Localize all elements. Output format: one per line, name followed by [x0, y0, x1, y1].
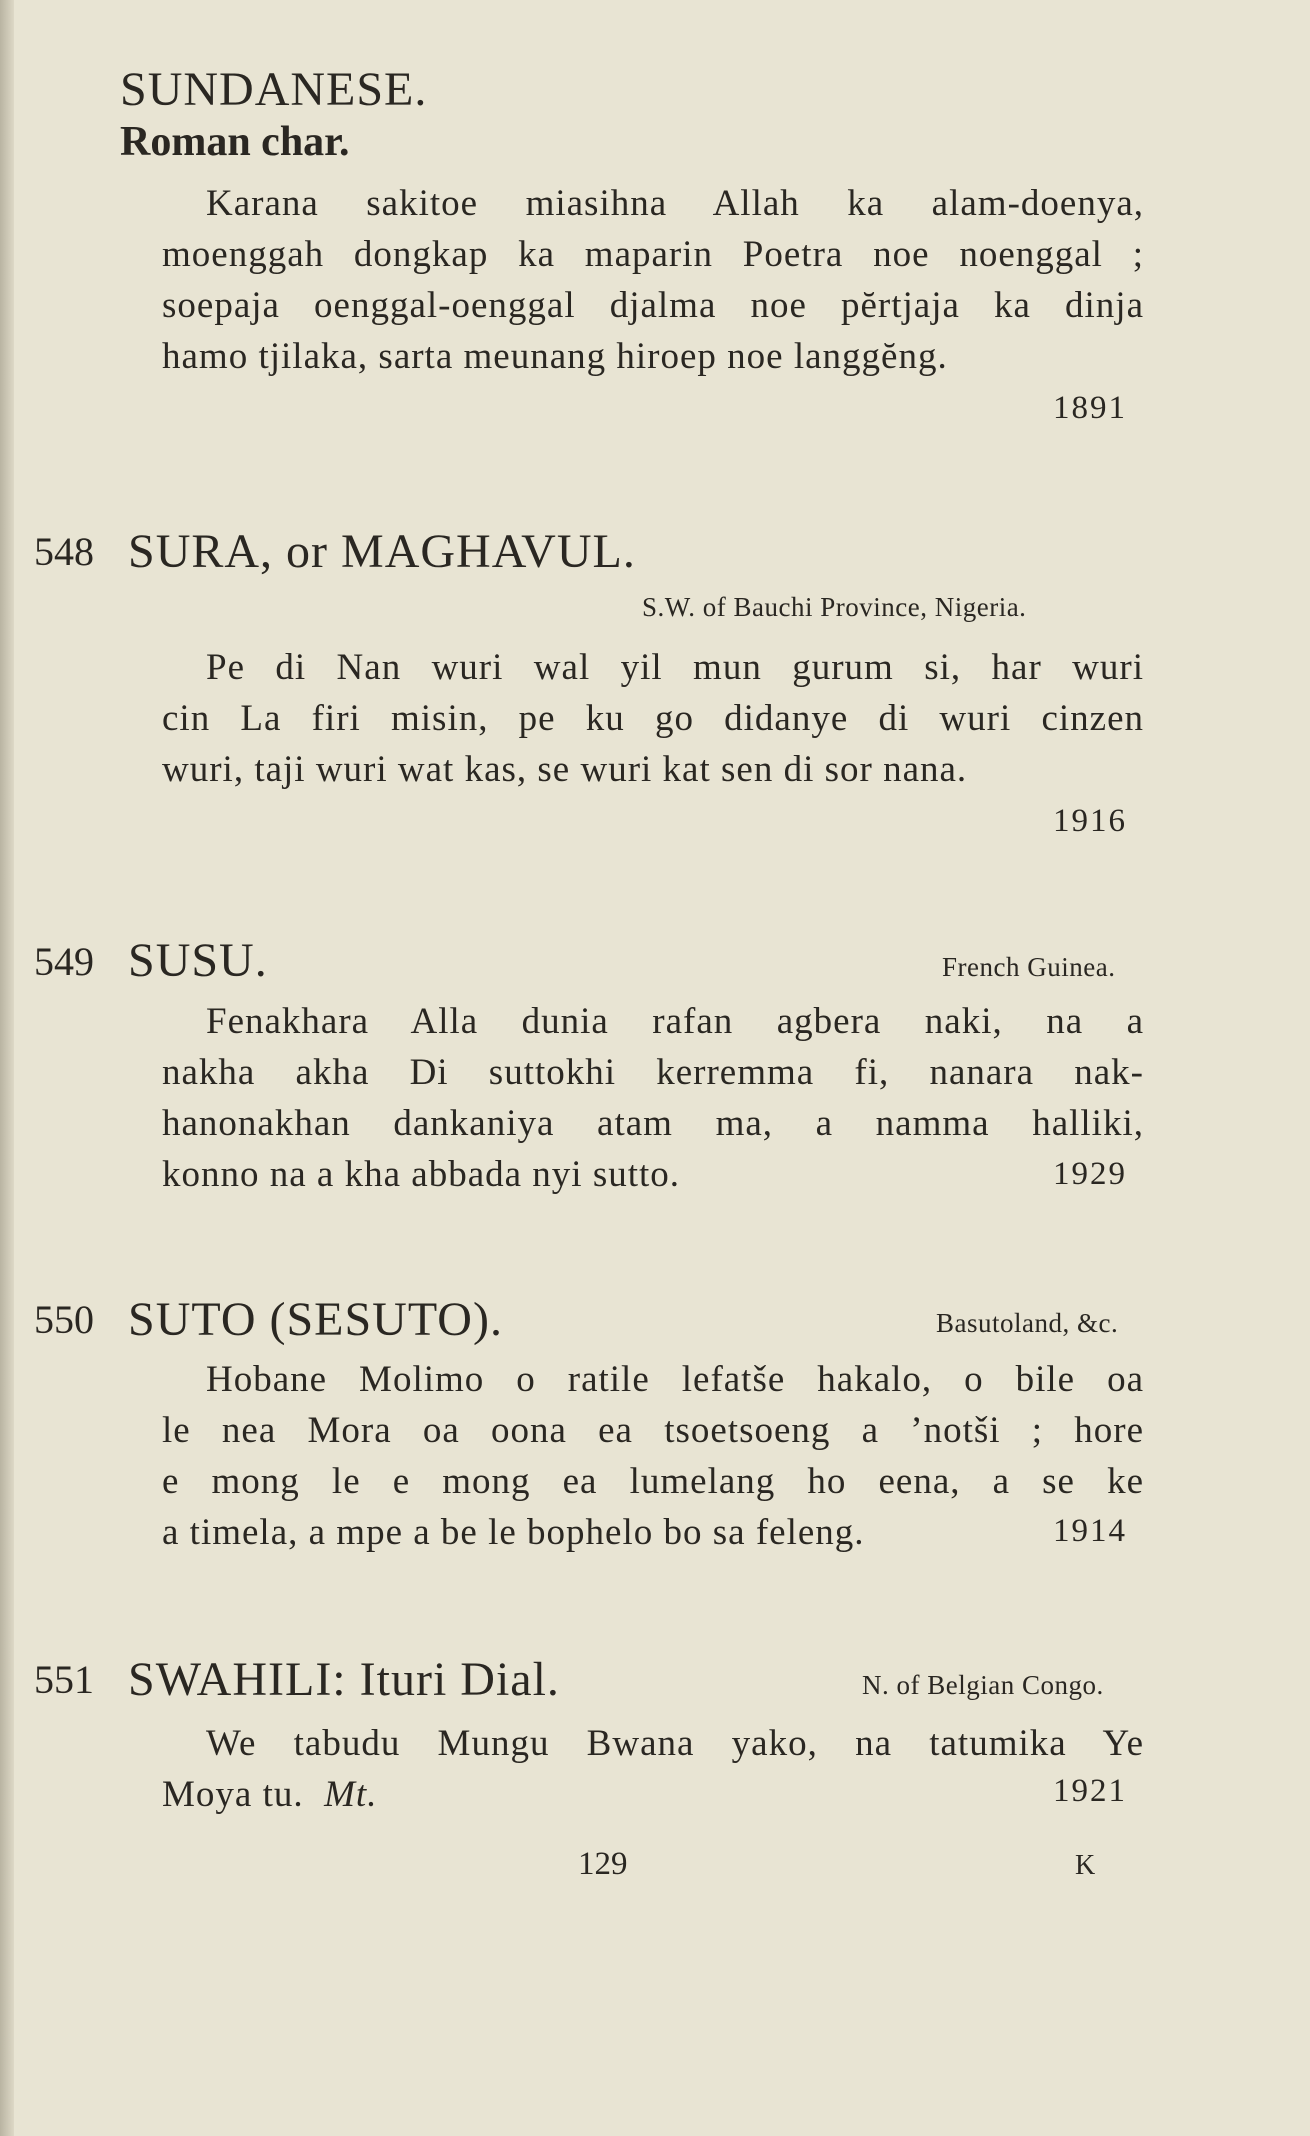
passage-line: hanonakhan dankaniya atam ma, a namma halliki, [162, 1103, 1144, 1144]
passage-line: konno na a kha abbada nyi sutto. [162, 1154, 681, 1195]
passage-line: Pe di Nan wuri wal yil mun gurum si, har wuri [206, 647, 1144, 688]
page-number: 129 [578, 1846, 628, 1882]
signature-mark: K [1075, 1850, 1096, 1881]
passage-line [162, 1769, 1144, 1820]
year: 1929 [1053, 1156, 1127, 1192]
passage-line: soepaja oenggal-oenggal djalma noe pĕrtjaja ka dinja [162, 285, 1144, 326]
passage-line: nakha akha Di suttokhi kerremma fi, nanara nak- [162, 1052, 1144, 1093]
passage-text [162, 642, 1144, 795]
passage-text [162, 1354, 1144, 1558]
passage-line: cin La firi misin, pe ku go didanye di wuri cinzen [162, 698, 1144, 739]
passage-line: Hobane Molimo o ratile lefatše hakalo, o bile oa [206, 1359, 1144, 1400]
location: French Guinea. [942, 952, 1116, 982]
passage-line-text: Moya tu. [162, 1774, 304, 1815]
passage-line: le nea Mora oa oona ea tsoetsoeng a ’notši ; hore [162, 1410, 1144, 1451]
passage-text [162, 1718, 1144, 1820]
language-name: SUTO (SESUTO). [128, 1293, 503, 1346]
year: 1891 [1053, 390, 1127, 426]
year: 1914 [1053, 1513, 1127, 1549]
passage-line: wuri, taji wuri wat kas, se wuri kat sen di sor nana. [162, 749, 968, 790]
passage-line: moenggah dongkap ka maparin Poetra noe noenggal ; [162, 234, 1144, 275]
passage-line: Karana sakitoe miasihna Allah ka alam-doenya, [206, 183, 1144, 224]
script-label: Roman char. [120, 119, 350, 165]
passage-line: a timela, a mpe a be le bophelo bo sa feleng. [162, 1512, 865, 1553]
passage-text [162, 178, 1144, 382]
language-name: SUNDANESE. [120, 63, 428, 116]
year: 1921 [1053, 1773, 1127, 1809]
location: S.W. of Bauchi Province, Nigeria. [642, 592, 1027, 622]
location: N. of Belgian Congo. [862, 1670, 1104, 1700]
reference-abbrev: Mt. [324, 1774, 378, 1815]
entry-number: 549 [34, 939, 94, 984]
language-name: SWAHILI: Ituri Dial. [128, 1653, 560, 1706]
passage-line: We tabudu Mungu Bwana yako, na tatumika Ye [206, 1723, 1144, 1764]
language-name: SURA, or MAGHAVUL. [128, 525, 636, 578]
passage-line: Fenakhara Alla dunia rafan agbera naki, na a [206, 1001, 1144, 1042]
passage-line: hamo tjilaka, sarta meunang hiroep noe langgĕng. [162, 336, 948, 377]
year: 1916 [1053, 803, 1127, 839]
language-name: SUSU. [128, 934, 268, 987]
passage-line: e mong le e mong ea lumelang ho eena, a se ke [162, 1461, 1144, 1502]
entry-number: 551 [34, 1657, 94, 1702]
location: Basutoland, &c. [936, 1308, 1119, 1338]
entry-number: 550 [34, 1297, 94, 1342]
passage-text [162, 996, 1144, 1200]
entry-number: 548 [34, 529, 94, 574]
